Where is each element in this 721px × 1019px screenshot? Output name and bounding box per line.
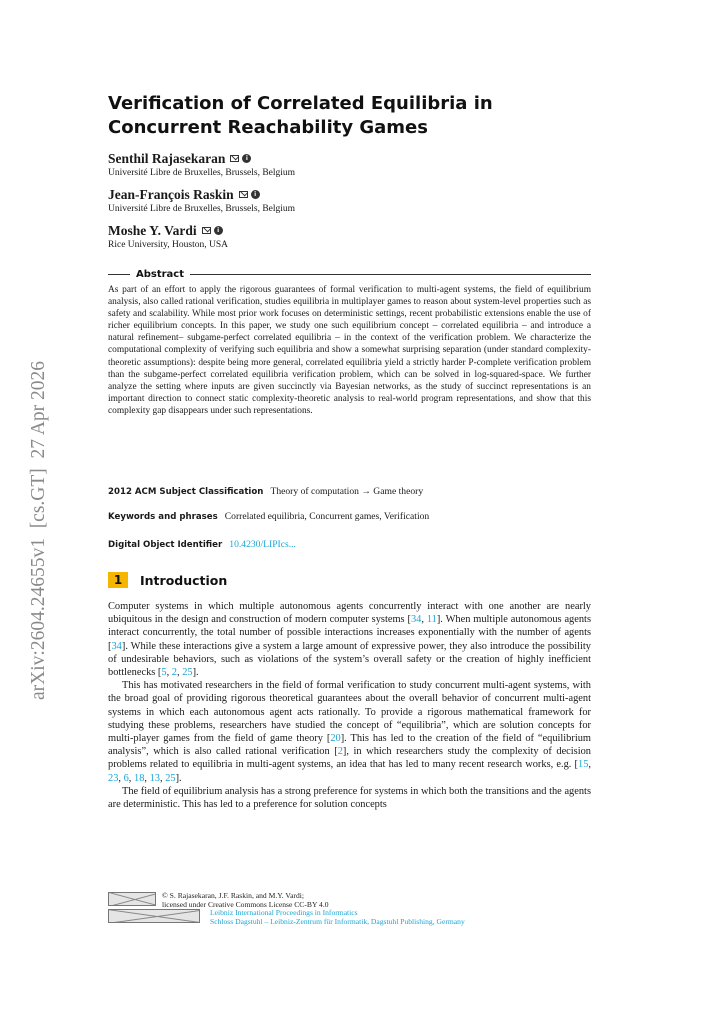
citation-link[interactable]: 2: [337, 746, 343, 758]
keywords-value: Correlated equilibria, Concurrent games, Verification: [224, 511, 430, 522]
publisher-text: [158, 909, 465, 926]
author-affiliation: Université Libre de Bruxelles, Brussels, Belgium: [108, 204, 296, 214]
paragraph: Computer systems in which multiple autonomous agents concurrently interact with one another are nearly ubiquitous in the design and construction of modern computer systems [34, 11]. When multiple autonomous agents interact concurrently, the total number of possible interactions increases exponentially with the number of agents [34]. While these interactions give a system a large amount of expressive power, they also introduce the possibility of undesirable behaviors, such as violations of the system’s overall safety or the creation of highly inefficient bottlenecks [5, 2, 25].: [108, 601, 591, 679]
author-name-row: [108, 151, 588, 166]
license-line: licensed under Creative Commons License CC-BY 4.0: [162, 899, 329, 909]
abstract-header: [108, 268, 591, 280]
author-block: [108, 151, 588, 179]
author-block: [108, 223, 588, 251]
section-title: Introduction: [140, 572, 228, 588]
abstract-rule-right: [190, 274, 591, 275]
cc-by-logo: [108, 892, 156, 906]
keywords: [108, 511, 591, 523]
introduction-body: [108, 600, 591, 811]
author-affiliation: Université Libre de Bruxelles, Brussels, Belgium: [108, 168, 296, 178]
arxiv-stamp: [16, 300, 56, 700]
doi-label: Digital Object Identifier: [108, 540, 223, 550]
citation-link[interactable]: 25: [165, 772, 176, 784]
citation-link[interactable]: 25: [182, 667, 193, 679]
orcid-icon[interactable]: i: [251, 190, 260, 199]
acm-value: Theory of computation → Game theory: [270, 486, 424, 497]
mail-icon[interactable]: [230, 155, 239, 162]
author-block: [108, 187, 588, 215]
text-run: Computer systems in which multiple autonomous agents concurrently interact with one another are nearly ubiquitous in the design and construction of modern computer systems [: [108, 601, 591, 626]
mail-icon[interactable]: [202, 227, 211, 234]
author-name: Jean-François Raskin: [108, 187, 234, 202]
abstract-label: Abstract: [136, 268, 185, 280]
citation-link[interactable]: 13: [149, 772, 160, 784]
abstract-rule-left: [108, 274, 130, 275]
citation-link[interactable]: 20: [330, 733, 341, 745]
text-run: ], in which researchers study the complexity of decision problems related to equilibria in multi-agent systems, an idea that has led to many recent research works, e.g. [: [108, 746, 592, 771]
citation-link[interactable]: 2: [171, 667, 177, 679]
text-run: ]. When multiple autonomous agents interact concurrently, the total number of possible interactions increases exponentially with the number of agents [: [108, 614, 591, 652]
citation-link[interactable]: 5: [161, 667, 167, 679]
license-row: [108, 892, 591, 909]
orcid-icon[interactable]: i: [242, 154, 251, 163]
author-name-row: [108, 187, 588, 202]
text-run: ]. This has led to the creation of the field of “equilibrium analysis”, which is also called rational verification [: [108, 733, 592, 758]
keywords-label: Keywords and phrases: [108, 512, 218, 522]
publisher-row: [108, 909, 591, 926]
citation-link[interactable]: 6: [123, 772, 129, 784]
arxiv-stamp-text: arXiv:2604.24655v1 [cs.GT] 27 Apr 2026: [28, 360, 49, 700]
license-text: [162, 892, 329, 909]
citation-link[interactable]: 15: [578, 759, 589, 771]
paragraph: This has motivated researchers in the field of formal verification to study concurrent multi-agent systems, with the broad goal of providing rigorous theoretical guarantees about the overall behavior of concurrent multi-agent systems in which each autonomous agent acts rationally. To provide a rigorous mathematical framework for studying these problems, researchers have studied the concept of “equilibria”, which are solution concepts for multi-player games from the field of game theory [20]. This has led to the creation of the field of “equilibrium analysis”, which is also called rational verification [2], in which researchers study the complexity of decision problems related to equilibria in multi-agent systems, an idea that has led to many recent research works, e.g. [15, 23, 6, 18, 13, 25].: [108, 680, 592, 784]
author-name: Moshe Y. Vardi: [108, 223, 197, 238]
section-number: 1: [108, 572, 128, 588]
acm-classification: [108, 486, 591, 498]
mail-icon[interactable]: [239, 191, 248, 198]
author-name-row: [108, 223, 588, 238]
section-heading: [108, 572, 227, 588]
paper-title: Verification of Correlated Equilibria in Concurrent Reachability Games: [108, 93, 493, 138]
footer: [108, 892, 591, 926]
author-affiliation: Rice University, Houston, USA: [108, 240, 228, 250]
doi: [108, 539, 591, 551]
citation-link[interactable]: 34: [410, 614, 422, 626]
lipics-logo: [108, 909, 200, 923]
text-run: ]. While these interactions give a system a large amount of expressive power, they also introduce the possibility of undesirable behaviors, such as violations of the system’s overall safety or the creation of highly inefficient bottlenecks [: [108, 640, 591, 679]
doi-link[interactable]: 10.4230/LIPIcs...: [229, 539, 296, 550]
citation-link[interactable]: 23: [108, 772, 119, 784]
citation-link[interactable]: 34: [111, 640, 122, 652]
citation-link[interactable]: 11: [426, 614, 437, 626]
orcid-icon[interactable]: i: [214, 226, 223, 235]
author-name: Senthil Rajasekaran: [108, 151, 226, 166]
text-run: This has motivated researchers in the field of formal verification to study concurrent multi-agent systems, with the broad goal of providing rigorous theoretical guarantees about the overall behavior of concurrent multi-agent systems in which each autonomous agent acts rationally. To provide a rigorous mathematical framework for studying these problems, researchers have studied the concept of “equilibria”, which are solution concepts for multi-player games from the field of game theory [: [108, 680, 591, 745]
acm-label: 2012 ACM Subject Classification: [108, 487, 264, 497]
paragraph: The field of equilibrium analysis has a strong preference for systems in which both the transitions and the agents are deterministic. This has led to a preference for solution concepts: [108, 785, 591, 811]
series-link[interactable]: Leibniz International Proceedings in Informatics: [210, 908, 358, 918]
citation-link[interactable]: 18: [134, 772, 145, 784]
abstract-text: As part of an effort to apply the rigorous guarantees of formal verification to multi-agent systems, the field of equilibrium analysis, also called rational verification, studies equilibria in multiplayer games to reason about system-level properties such as safety and scalability. While most prior work focuses on deterministic settings, recent probabilistic extensions enable the use of richer equilibrium concepts. In this paper, we study one such equilibrium concept – correlated equilibria – and introduce a natural refinement– subgame-perfect correlated equilibria – in the context of the verification problem. We characterize the computational complexity of verifying such equilibria and show a somewhat surprising separation (under standard complexity-theoretic assumptions): despite being more general, correlated equilibria yield a strictly harder P-complete verification problem than the subgame-perfect correlated equilibria verification problem, which can be solved in log-squared-space. We further analyze the setting where inputs are given succinctly via Bayesian networks, as the study of succinct representations is an important direction to connect static complexity-theoretic analysis to real-world program representations, and show that this complexity gap disappears under such representations.: [108, 285, 591, 416]
publisher-link[interactable]: Schloss Dagstuhl – Leibniz-Zentrum für Informatik, Dagstuhl Publishing, Germany: [210, 916, 465, 926]
copyright-line: © S. Rajasekaran, J.F. Raskin, and M.Y. Vardi;: [162, 891, 304, 900]
